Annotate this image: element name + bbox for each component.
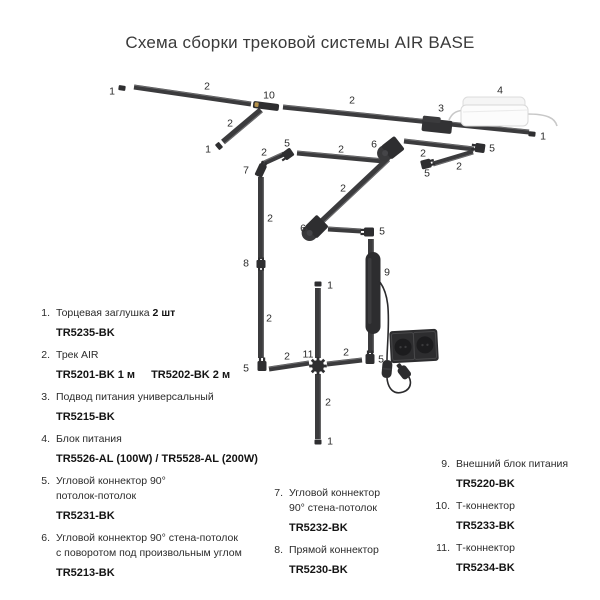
- endcap-icon: [315, 440, 322, 445]
- external-psu-block: [366, 252, 381, 334]
- part-number-index: 1.: [41, 307, 50, 319]
- callout-number: 7: [243, 164, 249, 177]
- callout-number: 2: [325, 396, 331, 409]
- callout-number: 5: [379, 225, 385, 238]
- part-code: TR5213-BK: [56, 567, 115, 579]
- callout-number: 1: [327, 435, 333, 448]
- part-code: TR5215-BK: [56, 411, 115, 423]
- corner-icon: [361, 228, 375, 237]
- callout-number: 2: [340, 182, 346, 195]
- part-number-index: 3.: [41, 391, 50, 403]
- power-feed-adapter: [421, 115, 452, 134]
- corner7-icon: [254, 160, 268, 178]
- part-name-line2: потолок-потолок: [56, 490, 137, 502]
- track-segment: [321, 159, 388, 222]
- callout-number: 2: [267, 212, 273, 225]
- callout-number: 1: [109, 85, 115, 98]
- part-code-2: TR5202-BK 2 м: [151, 369, 231, 381]
- callout-number: 8: [243, 257, 249, 270]
- part-name: Т-коннектор: [456, 500, 515, 512]
- part-name: Угловой коннектор 90° потолок-потолок: [56, 475, 166, 502]
- endcap-icon: [528, 131, 535, 137]
- psu-wire-right: [527, 114, 557, 126]
- part-name-line2: 90° стена-потолок: [289, 502, 377, 514]
- callout-number: 1: [327, 279, 333, 292]
- track-layer: [134, 85, 529, 439]
- track-highlight: [134, 85, 251, 102]
- callout-number: 2: [204, 80, 210, 93]
- part-number-index: 11.: [436, 542, 450, 554]
- callout-number: 4: [497, 84, 503, 97]
- endcap-icon: [315, 282, 322, 287]
- callout-number: 5: [489, 142, 495, 155]
- part-name: Угловой коннектор 90° стена-потолок: [289, 487, 381, 514]
- callout-number: 1: [540, 130, 546, 143]
- part-number-index: 8.: [274, 544, 283, 556]
- callout-number: 2: [266, 312, 272, 325]
- track-segment: [433, 152, 473, 164]
- part-name: Торцевая заглушка 2 шт: [56, 307, 176, 319]
- callout-number: 2: [227, 117, 233, 130]
- power-supply-unit: [461, 97, 528, 126]
- conn8-icon: [257, 258, 266, 271]
- tee-icon: [253, 101, 280, 111]
- part-number-index: 7.: [274, 487, 283, 499]
- connector-layer: [118, 85, 536, 444]
- part-code: TR5201-BK 1 м TR5202-BK 2 м: [56, 369, 231, 381]
- callout-number: 2: [338, 143, 344, 156]
- callout-number: 5: [378, 353, 384, 366]
- part-name: Подвод питания универсальный: [56, 391, 214, 403]
- callout-number: 10: [263, 89, 275, 102]
- track-highlight: [323, 161, 390, 224]
- callout-layer: [109, 81, 546, 448]
- part-number-index: 10.: [435, 500, 450, 512]
- callout-number: 2: [420, 147, 426, 160]
- callout-number: 6: [371, 138, 377, 151]
- callout-number: 6: [300, 222, 306, 235]
- part-number-index: 4.: [41, 433, 50, 445]
- part-code: TR5234-BK: [456, 562, 515, 574]
- part-number-index: 9.: [441, 458, 450, 470]
- callout-number: 11: [302, 348, 314, 361]
- part-name: Прямой коннектор: [289, 544, 379, 556]
- part-name: Трек AIR: [56, 349, 99, 361]
- callout-number: 3: [438, 102, 444, 115]
- callout-number: 1: [205, 143, 211, 156]
- wall-socket: [389, 329, 439, 363]
- part-code: TR5232-BK: [289, 522, 348, 534]
- part-code: TR5233-BK: [456, 520, 515, 532]
- track-segment: [134, 87, 251, 104]
- part-name: Блок питания: [56, 433, 122, 445]
- part-qty: 2 шт: [149, 307, 176, 319]
- part-code: TR5220-BK: [456, 478, 515, 490]
- callout-number: 5: [243, 362, 249, 375]
- callout-number: 5: [424, 167, 430, 180]
- callout-number: 2: [261, 146, 267, 159]
- part-number-index: 6.: [41, 532, 50, 544]
- page-title: Схема сборки трековой системы AIR BASE: [125, 33, 475, 52]
- part-code: TR5231-BK: [56, 510, 115, 522]
- part-code: TR5230-BK: [289, 564, 348, 576]
- callout-number: 5: [284, 137, 290, 150]
- part-name: Угловой коннектор 90° стена-потолок с поворотом под произвольным углом: [56, 532, 242, 559]
- part-code: TR5235-BK: [56, 327, 115, 339]
- part-name: Т-коннектор: [456, 542, 515, 554]
- callout-number: 2: [284, 350, 290, 363]
- callout-number: 2: [349, 94, 355, 107]
- callout-number: 2: [343, 346, 349, 359]
- track-segment: [404, 141, 474, 149]
- callout-number: 9: [384, 266, 390, 279]
- callout-number: 2: [456, 160, 462, 173]
- part-code: TR5526-AL (100W) / TR5528-AL (200W): [56, 453, 258, 465]
- endcap-icon: [215, 142, 223, 151]
- part-number-index: 5.: [41, 475, 50, 487]
- part-name-line2: с поворотом под произвольным углом: [56, 547, 242, 559]
- part-name: Внешний блок питания: [456, 458, 569, 470]
- corner-icon: [258, 358, 267, 372]
- endcap-icon: [118, 85, 126, 91]
- part-number-index: 2.: [41, 349, 50, 361]
